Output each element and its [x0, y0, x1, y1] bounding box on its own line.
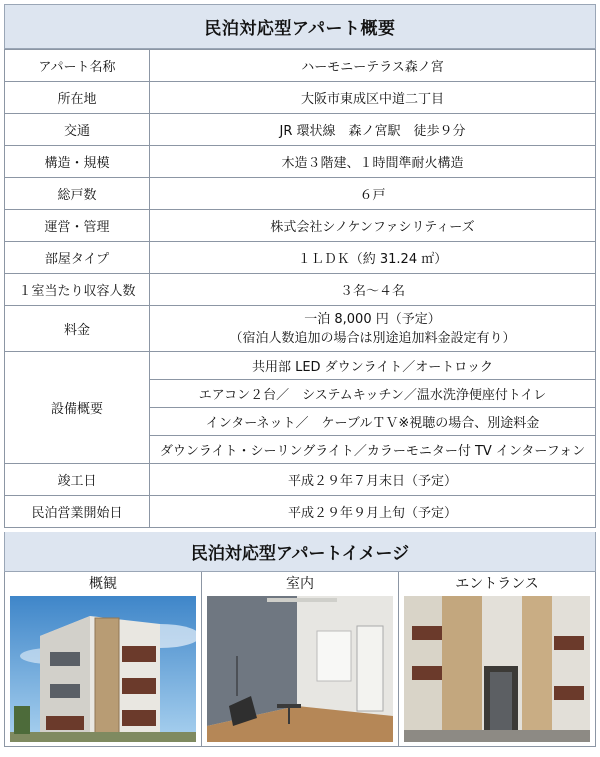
fee-value [150, 306, 596, 352]
fee-line-1: 一泊 8,000 円（予定） [304, 311, 441, 327]
row-value: 平成２９年７月末日（予定） [150, 464, 596, 496]
row-label: 運営・管理 [5, 210, 150, 242]
equipment-item: エアコン２台／ システムキッチン／温水洗浄便座付トイレ [150, 380, 596, 408]
image-caption: エントランス [455, 576, 539, 592]
image-section-title [4, 532, 596, 572]
equipment-item: インターネット／ ケーブルＴＶ※視聴の場合、別途料金 [150, 408, 596, 436]
table-row [5, 50, 596, 82]
image-card-exterior [5, 572, 202, 746]
overview-title [4, 4, 596, 49]
image-caption: 概観 [89, 576, 117, 592]
overview-page [4, 4, 596, 747]
equipment-item: ダウンライト・シーリングライト／カラーモニター付 TV インターフォン [150, 436, 596, 464]
row-value: ６戸 [150, 178, 596, 210]
row-value: JR 環状線 森ノ宮駅 徒歩９分 [150, 114, 596, 146]
table-row [5, 146, 596, 178]
exterior-image [10, 596, 196, 742]
row-value: 大阪市東成区中道二丁目 [150, 82, 596, 114]
table-row [5, 210, 596, 242]
image-card-entrance [399, 572, 595, 746]
table-row-fee [5, 306, 596, 352]
image-card-interior [202, 572, 399, 746]
table-row [5, 274, 596, 306]
equipment-label: 設備概要 [5, 352, 150, 464]
table-row [5, 178, 596, 210]
row-label: 総戸数 [5, 178, 150, 210]
row-value: ハーモニーテラス森ノ宮 [150, 50, 596, 82]
row-label: 部屋タイプ [5, 242, 150, 274]
row-label: 交通 [5, 114, 150, 146]
entrance-image [404, 596, 590, 742]
equipment-row [5, 352, 596, 380]
fee-line-2: （宿泊人数追加の場合は別途追加料金設定有り） [229, 330, 516, 346]
row-value: ３名～４名 [150, 274, 596, 306]
row-label: 構造・規模 [5, 146, 150, 178]
row-label: アパート名称 [5, 50, 150, 82]
row-value: 平成２９年９月上旬（予定） [150, 496, 596, 528]
table-row [5, 496, 596, 528]
table-row [5, 114, 596, 146]
overview-title-text: 民泊対応型アパート概要 [204, 19, 396, 39]
table-row [5, 464, 596, 496]
spec-table [4, 49, 596, 528]
image-caption: 室内 [286, 576, 314, 592]
row-value: １ＬＤＫ（約 31.24 ㎡） [150, 242, 596, 274]
fee-label: 料金 [5, 306, 150, 352]
equipment-item: 共用部 LED ダウンライト／オートロック [150, 352, 596, 380]
table-row [5, 242, 596, 274]
image-section-title-text: 民泊対応型アパートイメージ [190, 544, 410, 564]
interior-image [207, 596, 393, 742]
row-label: 所在地 [5, 82, 150, 114]
table-row [5, 82, 596, 114]
row-value: 株式会社シノケンファシリティーズ [150, 210, 596, 242]
row-value: 木造３階建、１時間準耐火構造 [150, 146, 596, 178]
row-label: 民泊営業開始日 [5, 496, 150, 528]
row-label: 竣工日 [5, 464, 150, 496]
row-label: １室当たり収容人数 [5, 274, 150, 306]
image-gallery [4, 572, 596, 747]
